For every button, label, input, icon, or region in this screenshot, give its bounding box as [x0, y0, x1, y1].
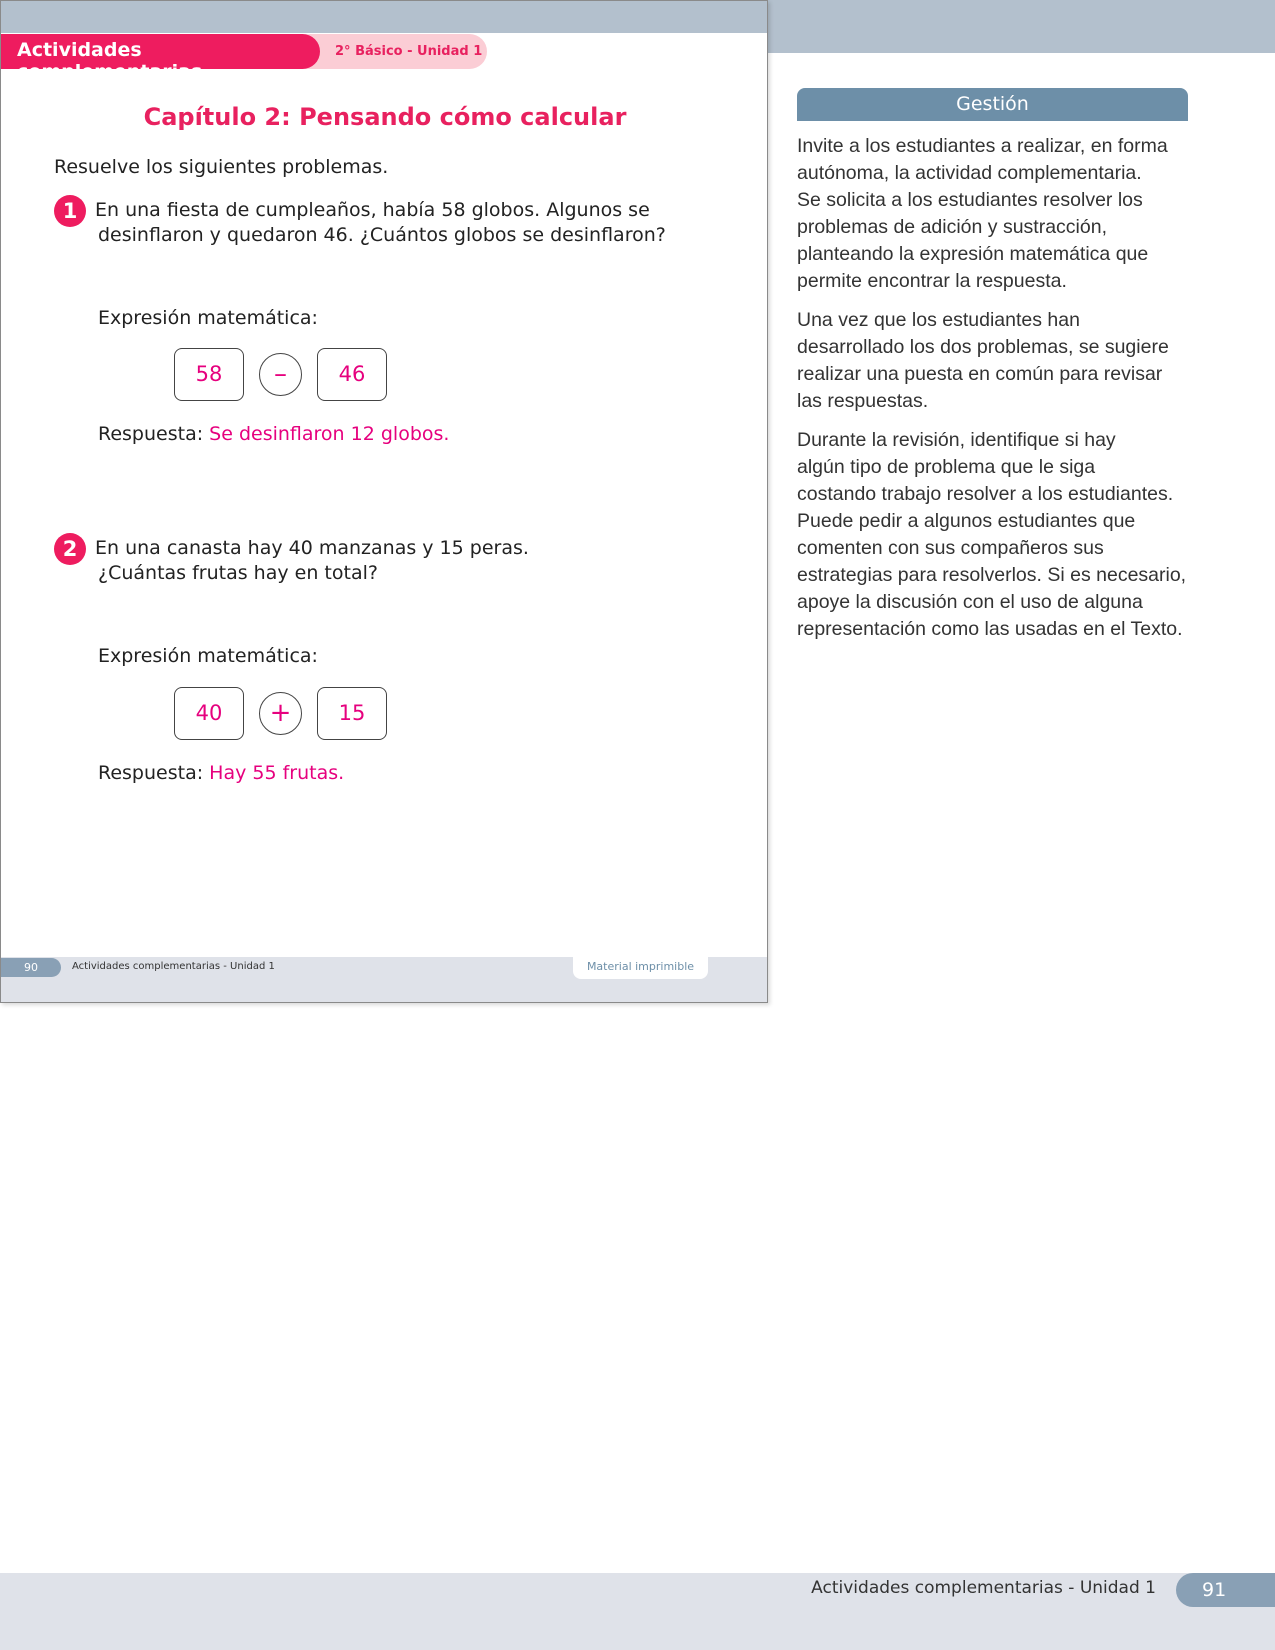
answer-label: Respuesta: — [98, 762, 204, 784]
page-top-band — [1, 1, 768, 33]
section-tab: Actividades complementarias — [1, 34, 320, 69]
expression-label: Expresión matemática: — [98, 307, 318, 329]
problem-text-line: ¿Cuántas frutas hay en total? — [98, 562, 378, 584]
guidance-line: Invite a los estudiantes a realizar, en forma — [797, 135, 1168, 157]
guidance-line: costando trabajo resolver a los estudiantes. — [797, 483, 1174, 505]
guidance-line: estrategias para resolverlos. Si es necesario, — [797, 564, 1187, 586]
guidance-line: Puede pedir a algunos estudiantes que — [797, 510, 1136, 532]
expression-label: Expresión matemática: — [98, 645, 318, 667]
guidance-line: autónoma, la actividad complementaria. — [797, 162, 1142, 184]
page-number-91: 91 — [1176, 1573, 1275, 1607]
problem-text-line: desinflaron y quedaron 46. ¿Cuántos globos se desinflaron? — [98, 224, 666, 246]
guidance-line: Se solicita a los estudiantes resolver los — [797, 189, 1143, 211]
printable-page — [0, 0, 768, 1003]
guidance-line: problemas de adición y sustracción, — [797, 216, 1107, 238]
answer-text: Se desinflaron 12 globos. — [209, 423, 450, 445]
guidance-line: comenten con sus compañeros sus — [797, 537, 1104, 559]
operand-box: 40 — [174, 687, 244, 740]
guidance-line: las respuestas. — [797, 390, 929, 412]
page-title: Capítulo 2: Pensando cómo calcular — [143, 103, 627, 131]
footer-text-left: Actividades complementarias - Unidad 1 — [72, 961, 275, 972]
operator-circle: – — [259, 353, 302, 396]
page-number-90: 90 — [1, 958, 61, 977]
guidance-line: desarrollado los dos problemas, se sugiere — [797, 336, 1169, 358]
guidance-line: planteando la expresión matemática que — [797, 243, 1149, 265]
problem-number: 1 — [54, 195, 86, 227]
section-header-gestion: Gestión — [797, 88, 1188, 121]
answer-label: Respuesta: — [98, 423, 204, 445]
grade-unit-tab: 2° Básico - Unidad 1 — [281, 34, 487, 69]
instruction: Resuelve los siguientes problemas. — [54, 156, 389, 178]
guidance-line: Durante la revisión, identifique si hay — [797, 429, 1116, 451]
guidance-line: apoye la discusión con el uso de alguna — [797, 591, 1143, 613]
operand-box: 46 — [317, 348, 387, 401]
guidance-line: representación como las usadas en el Texto. — [797, 618, 1183, 640]
guidance-line: Una vez que los estudiantes han — [797, 309, 1080, 331]
printable-material-tab: Material imprimible — [573, 957, 708, 979]
guidance-line: permite encontrar la respuesta. — [797, 270, 1067, 292]
answer-text: Hay 55 frutas. — [209, 762, 345, 784]
answer-line — [98, 422, 449, 447]
problem-number: 2 — [54, 533, 86, 565]
guidance-line: realizar una puesta en común para revisar — [797, 363, 1163, 385]
problem-text-line: En una canasta hay 40 manzanas y 15 peras. — [95, 537, 529, 559]
footer-text-right: Actividades complementarias - Unidad 1 — [811, 1578, 1156, 1598]
operand-box: 15 — [317, 687, 387, 740]
guidance-line: algún tipo de problema que le siga — [797, 456, 1096, 478]
operand-box: 58 — [174, 348, 244, 401]
operator-circle: + — [259, 692, 302, 735]
problem-text-line: En una fiesta de cumpleaños, había 58 globos. Algunos se — [95, 199, 650, 221]
answer-line — [98, 761, 344, 786]
